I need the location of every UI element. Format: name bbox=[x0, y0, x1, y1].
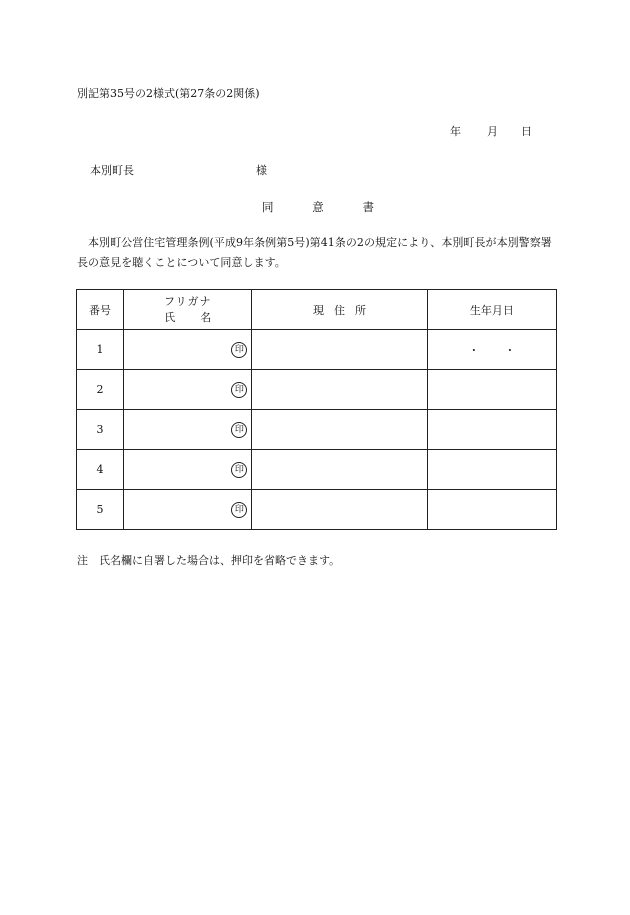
date-month-label: 月 bbox=[487, 125, 498, 138]
birthdate-field[interactable] bbox=[427, 490, 556, 530]
row-number: 5 bbox=[77, 490, 124, 530]
row-number: 1 bbox=[77, 330, 124, 370]
title-char: 同 bbox=[262, 200, 274, 214]
header-number: 番号 bbox=[77, 290, 124, 330]
row-number: 3 bbox=[77, 410, 124, 450]
consent-statement: 本別町公営住宅管理条例(平成9年条例第5号)第41条の2の規定により、本別町長が本別警察署長の意見を聴くことについて同意します。 bbox=[77, 236, 552, 269]
table-row bbox=[77, 370, 557, 410]
seal-mark-icon: 印 bbox=[231, 382, 247, 398]
footnote bbox=[77, 552, 340, 568]
name-field[interactable] bbox=[124, 330, 252, 370]
address-field[interactable] bbox=[252, 490, 427, 530]
address-field[interactable] bbox=[252, 410, 427, 450]
title-char: 意 bbox=[312, 200, 324, 214]
header-address: 現住所 bbox=[252, 290, 427, 330]
address-field[interactable] bbox=[252, 450, 427, 490]
form-reference: 別記第35号の2様式(第27条の2関係) bbox=[77, 87, 260, 100]
table-row bbox=[77, 410, 557, 450]
seal-mark-icon: 印 bbox=[231, 502, 247, 518]
row-number: 4 bbox=[77, 450, 124, 490]
birthdate-field[interactable] bbox=[427, 450, 556, 490]
table-header-row bbox=[77, 290, 557, 330]
header-name-mei: 名 bbox=[200, 310, 212, 324]
date-year-label: 年 bbox=[450, 125, 461, 138]
table-row bbox=[77, 330, 557, 370]
seal-mark-icon: 印 bbox=[231, 342, 247, 358]
date-day-label: 日 bbox=[521, 125, 532, 138]
seal-mark-icon: 印 bbox=[231, 462, 247, 478]
birthdate-field[interactable] bbox=[427, 370, 556, 410]
header-name bbox=[124, 290, 252, 330]
footnote-label: 注 bbox=[77, 554, 88, 567]
document-title bbox=[262, 199, 374, 215]
honorific: 様 bbox=[256, 164, 267, 177]
birthdate-field[interactable] bbox=[427, 410, 556, 450]
name-field[interactable] bbox=[124, 450, 252, 490]
footnote-text: 氏名欄に自署した場合は、押印を省略できます。 bbox=[99, 554, 341, 567]
birthdate-separator: ・ bbox=[504, 343, 516, 357]
birthdate-separator: ・ bbox=[468, 343, 480, 357]
title-char: 書 bbox=[362, 200, 374, 214]
table-row bbox=[77, 490, 557, 530]
name-field[interactable] bbox=[124, 370, 252, 410]
address-field[interactable] bbox=[252, 330, 427, 370]
row-number: 2 bbox=[77, 370, 124, 410]
address-field[interactable] bbox=[252, 370, 427, 410]
addressee: 本別町長 bbox=[90, 164, 134, 177]
header-birthdate: 生年月日 bbox=[427, 290, 556, 330]
consent-table bbox=[76, 289, 557, 530]
birthdate-field[interactable] bbox=[427, 330, 556, 370]
header-name-shi: 氏 bbox=[164, 310, 176, 324]
name-field[interactable] bbox=[124, 410, 252, 450]
seal-mark-icon: 印 bbox=[231, 422, 247, 438]
name-field[interactable] bbox=[124, 490, 252, 530]
table-row bbox=[77, 450, 557, 490]
header-furigana: フリガナ bbox=[164, 294, 212, 308]
